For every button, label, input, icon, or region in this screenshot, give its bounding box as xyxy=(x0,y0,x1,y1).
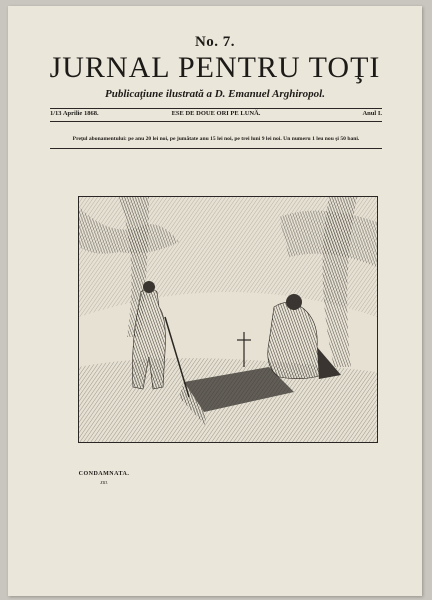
text-column xyxy=(206,154,292,159)
issue-number: No. 7. xyxy=(194,34,236,50)
divider xyxy=(50,148,382,149)
volume-year: Anul I. xyxy=(362,110,382,117)
text-column xyxy=(122,154,202,159)
divider xyxy=(50,108,382,109)
section-title: CONDAMNATA. xyxy=(78,471,130,477)
newspaper-page xyxy=(8,6,422,596)
chapter-number: XIII. xyxy=(100,480,108,485)
subscription-fine-print xyxy=(50,124,382,128)
story-column xyxy=(164,468,270,473)
masthead-subtitle: Publicaţiune ilustrată a D. Emanuel Arghiropol. xyxy=(105,88,325,100)
illustration-caption xyxy=(78,446,378,450)
issue-summary xyxy=(50,154,116,159)
text-column xyxy=(296,154,378,159)
issue-date: 1/13 Aprilie 1868. xyxy=(50,110,99,117)
engraving-drawing xyxy=(79,197,377,442)
subscription-price: Preţul abonamentului: pe anu 20 lei noi, pe jumătate anu 15 lei noi, pe trei luni 9 lei noi. Un numeru 1 leu nou şi 50 bani. xyxy=(72,136,360,142)
publication-frequency: ESE DE DOUE ORI PE LUNĂ. xyxy=(171,110,261,117)
masthead-title: JURNAL PENTRU TOŢI xyxy=(49,51,381,84)
engraving-illustration xyxy=(78,196,378,443)
divider xyxy=(50,121,382,122)
story-column xyxy=(50,502,158,507)
story-column xyxy=(276,468,380,473)
